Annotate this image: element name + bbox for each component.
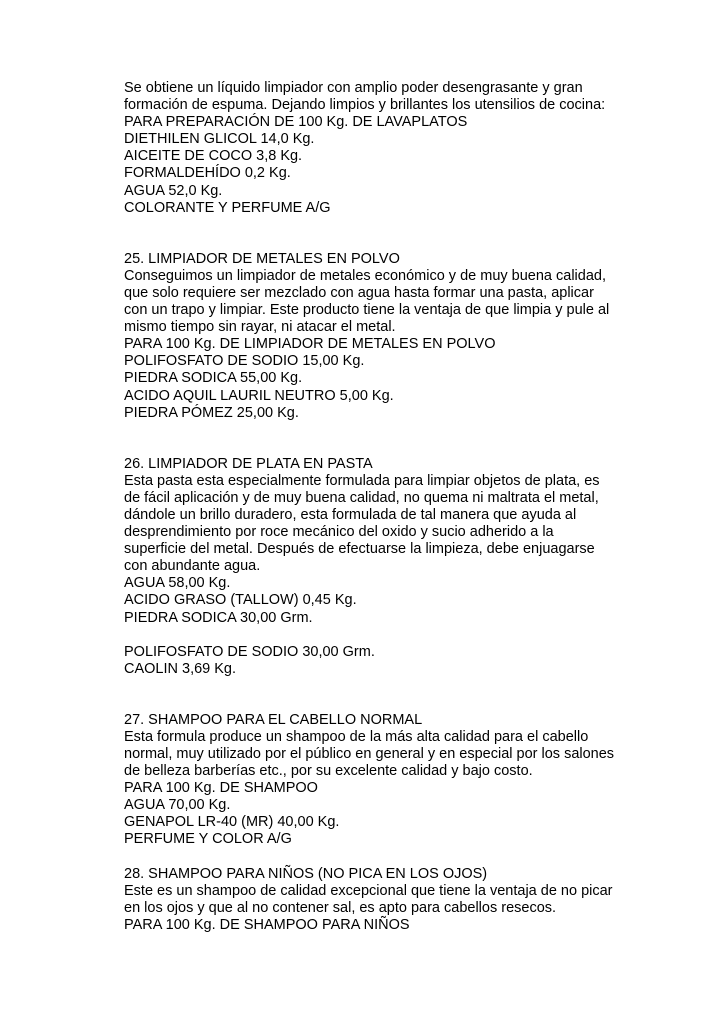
body-text-line: Se obtiene un líquido limpiador con amplio poder desengrasante y gran	[124, 80, 583, 96]
body-text-line: de belleza barberías etc., por su excelente calidad y bajo costo.	[124, 763, 533, 780]
paragraph-spacer	[124, 627, 704, 644]
section-spacer	[124, 849, 704, 866]
section-26	[124, 456, 704, 678]
section-spacer	[124, 422, 704, 456]
formula-heading: PARA PREPARACIÓN DE 100 Kg. DE LAVAPLATOS	[124, 114, 468, 131]
section-27	[124, 712, 704, 849]
ingredient-line: DIETHILEN GLICOL 14,0 Kg.	[124, 131, 315, 148]
body-text-line: con un trapo y limpiar. Este producto tiene la ventaja de que limpia y pule al	[124, 302, 610, 319]
ingredient-line: PIEDRA PÓMEZ 25,00 Kg.	[124, 404, 299, 421]
ingredient-line: AGUA 52,0 Kg.	[124, 182, 223, 199]
body-text-line: mismo tiempo sin rayar, ni atacar el metal.	[124, 319, 396, 336]
ingredient-line: POLIFOSFATO DE SODIO 30,00 Grm.	[124, 643, 375, 660]
body-text-line: Este es un shampoo de calidad excepcional que tiene la ventaja de no picar	[124, 882, 613, 899]
formula-heading: PARA 100 Kg. DE SHAMPOO	[124, 780, 318, 797]
ingredient-line: PIEDRA SODICA 30,00 Grm.	[124, 609, 313, 626]
ingredient-line: CAOLIN 3,69 Kg.	[124, 660, 237, 677]
ingredient-line: AICEITE DE COCO 3,8 Kg.	[124, 148, 303, 165]
section-25	[124, 251, 704, 422]
body-text-line: de fácil aplicación y de muy buena calidad, no quema ni maltrata el metal,	[124, 489, 599, 506]
ingredient-line: COLORANTE Y PERFUME A/G	[124, 199, 331, 216]
body-text-line: que solo requiere ser mezclado con agua hasta formar una pasta, aplicar	[124, 284, 594, 301]
body-text-line: Esta formula produce un shampoo de la más alta calidad para el cabello	[124, 728, 589, 745]
ingredient-line: AGUA 58,00 Kg.	[124, 575, 231, 592]
section-spacer	[124, 678, 704, 712]
intro-section	[124, 80, 704, 217]
ingredient-line: GENAPOL LR-40 (MR) 40,00 Kg.	[124, 814, 340, 831]
body-text-line: desprendimiento por roce mecánico del oxido y sucio adherido a la	[124, 524, 554, 541]
body-text-line: Conseguimos un limpiador de metales económico y de muy buena calidad,	[124, 267, 606, 284]
formula-heading: PARA 100 Kg. DE SHAMPOO PARA NIÑOS	[124, 916, 410, 933]
ingredient-line: PIEDRA SODICA 55,00 Kg.	[124, 370, 303, 387]
document-page	[124, 80, 704, 934]
body-text-line: Esta pasta esta especialmente formulada para limpiar objetos de plata, es	[124, 472, 600, 489]
ingredient-line: FORMALDEHÍDO 0,2 Kg.	[124, 165, 291, 182]
section-title: 25. LIMPIADOR DE METALES EN POLVO	[124, 250, 400, 267]
section-spacer	[124, 217, 704, 251]
ingredient-line: POLIFOSFATO DE SODIO 15,00 Kg.	[124, 353, 365, 370]
ingredient-line: PERFUME Y COLOR A/G	[124, 831, 292, 848]
body-text-line: en los ojos y que al no contener sal, es apto para cabellos resecos.	[124, 899, 557, 916]
ingredient-line: AGUA 70,00 Kg.	[124, 797, 231, 814]
body-text-line: superficie del metal. Después de efectuarse la limpieza, debe enjuagarse	[124, 541, 595, 558]
body-text-line: formación de espuma. Dejando limpios y brillantes los utensilios de cocina:	[124, 97, 606, 114]
ingredient-line: ACIDO GRASO (TALLOW) 0,45 Kg.	[124, 592, 357, 609]
section-28	[124, 866, 704, 934]
ingredient-line: ACIDO AQUIL LAURIL NEUTRO 5,00 Kg.	[124, 387, 394, 404]
section-title: 28. SHAMPOO PARA NIÑOS (NO PICA EN LOS OJOS)	[124, 865, 488, 882]
body-text-line: normal, muy utilizado por el público en general y en especial por los salones	[124, 746, 615, 762]
section-title: 27. SHAMPOO PARA EL CABELLO NORMAL	[124, 711, 423, 728]
section-title: 26. LIMPIADOR DE PLATA EN PASTA	[124, 455, 373, 472]
body-text-line: dándole un brillo duradero, esta formulada de tal manera que ayuda al	[124, 506, 577, 523]
formula-heading: PARA 100 Kg. DE LIMPIADOR DE METALES EN POLVO	[124, 336, 496, 353]
body-text-line: con abundante agua.	[124, 558, 261, 575]
